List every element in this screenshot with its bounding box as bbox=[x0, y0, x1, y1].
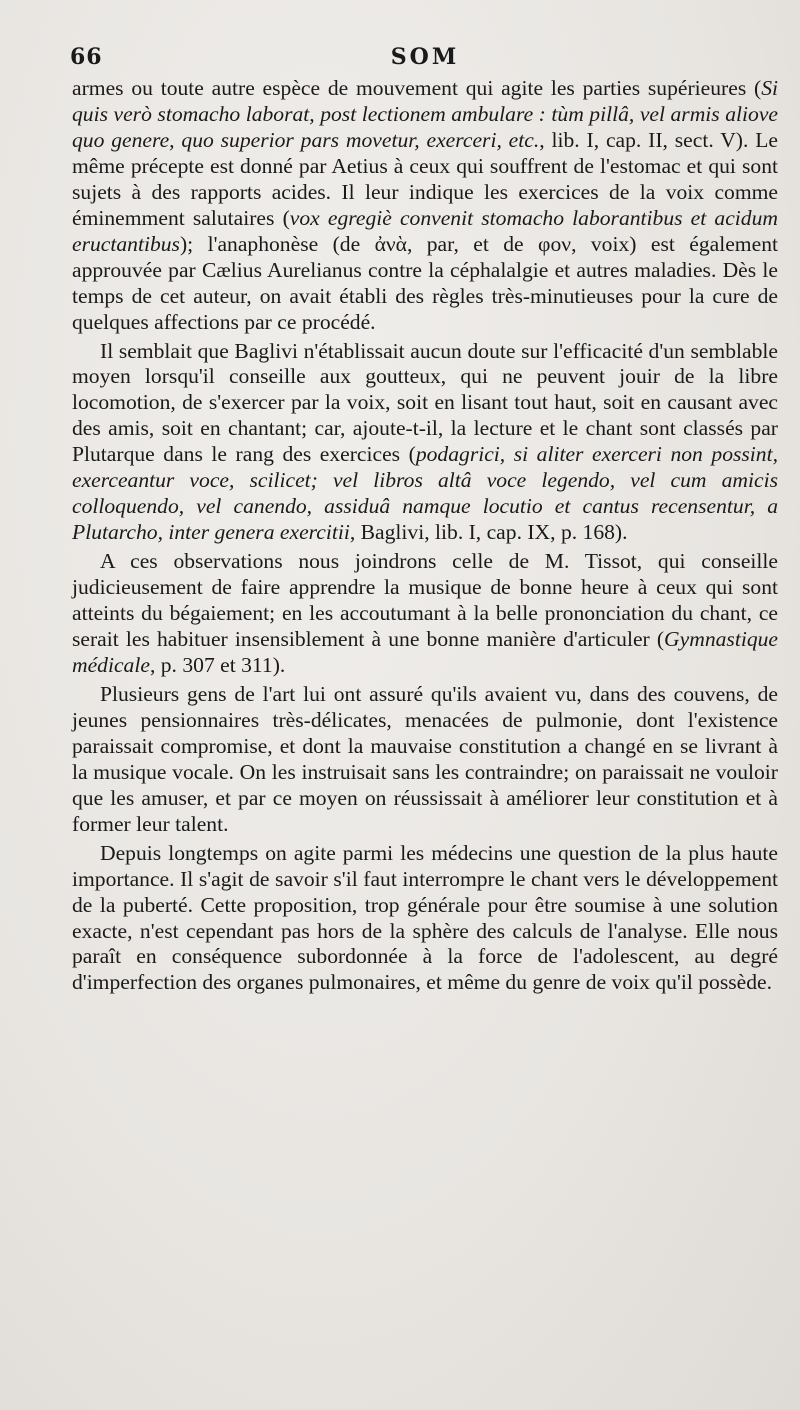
paragraph bbox=[72, 339, 778, 547]
text-segment: armes ou toute autre espèce de mouvement qui agite les parties supérieures ( bbox=[72, 76, 762, 100]
page-number: 66 bbox=[70, 44, 103, 70]
paragraph bbox=[72, 549, 778, 679]
text-segment: , Baglivi, lib. I, cap. IX, p. 168). bbox=[349, 520, 628, 545]
paragraph bbox=[72, 76, 778, 336]
italic-segment: Si quis verò stomacho laborat, post lectionem ambulare : tùm pillâ, vel armis aliove quo genere, quo superior pars movetur, exerceri, etc. bbox=[72, 76, 778, 152]
body-text bbox=[72, 76, 778, 996]
text-segment: A ces observations nous joindrons celle de M. Tissot, qui conseille judicieusement de faire apprendre la musique de bonne heure à ceux qui sont atteints du bégaiement; en les accoutumant à la belle prononciation du chant, ce serait les habituer insensiblement à une bonne manière d'articuler ( bbox=[72, 549, 778, 652]
italic-segment: podagrici, si aliter exerceri non possint, exerceantur voce, scilicet; vel libros altâ voce legendo, vel cum amicis colloquendo, vel canendo, assiduâ namque locutio et cantus recensentur, a Plutarcho, inter genera exercitii bbox=[72, 442, 778, 545]
paragraph bbox=[72, 682, 778, 838]
text-segment: Il semblait que Baglivi n'établissait aucun doute sur l'efficacité d'un semblable moyen lorsqu'il conseille aux goutteux, qui ne peuvent jouir de la libre locomotion, de s'exercer par la voix, soit en lisant tout haut, soit en causant avec des amis, soit en chantant; car, ajoute-t-il, la lecture et le chant sont classés par Plutarque dans le rang des exercices ( bbox=[72, 338, 778, 467]
italic-segment: vox egregiè convenit stomacho laborantibus et acidum eructantibus bbox=[72, 205, 778, 256]
page-header bbox=[70, 44, 780, 78]
text-segment: Depuis longtemps on agite parmi les médecins une question de la plus haute importance. Il s'agit de savoir s'il faut interrompre le chant vers le développement de la puberté. Cette proposition, trop générale pour être soumise à une solution exacte, n'est cependant pas hors de la sphère des calculs de l'analyse. Elle nous paraît en conséquence subordonnée à la force de l'adolescent, au degré d'imperfection des organes pulmonaires, et même du genre de voix qu'il possède. bbox=[72, 840, 778, 995]
text-segment: , p. 307 et 311). bbox=[149, 652, 286, 677]
paragraph bbox=[72, 841, 778, 997]
text-segment: , lib. I, cap. II, sect. V). Le même précepte est donné par Aetius à ceux qui souffrent de l'estomac et qui sont sujets à des rapports acides. Il leur indique les exercices de la voix comme éminemment salutaires ( bbox=[72, 127, 778, 230]
text-segment: Plusieurs gens de l'art lui ont assuré qu'ils avaient vu, dans des couvens, de jeunes pensionnaires très-délicates, menacées de pulmonie, dont l'existence paraissait compromise, et dont la mauvaise constitution a changé en se livrant à la musique vocale. On les instruisait sans les contraindre; on paraissait ne vouloir que les amuser, et par ce moyen on réussissait à améliorer leur constitution et à former leur talent. bbox=[72, 681, 778, 836]
running-head: SOM bbox=[390, 44, 460, 70]
italic-segment: Gymnastique médicale bbox=[72, 627, 778, 677]
text-segment: ); l'anaphonèse (de ἀνὰ, par, et de φον, voix) est également approuvée par Cælius Aurelianus contre la céphalalgie et autres maladies. Dès le temps de cet auteur, on avait établi des règles très-minutieuses pour la cure de quelques affections par ce procédé. bbox=[72, 231, 778, 334]
